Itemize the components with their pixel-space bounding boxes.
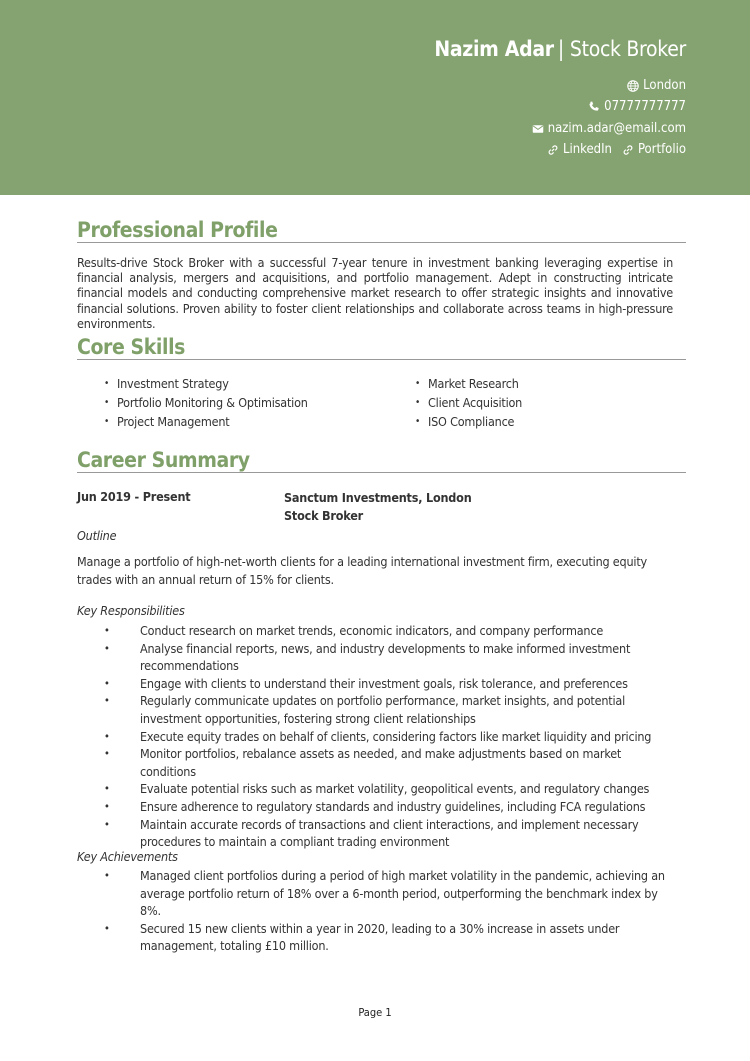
skill-item: • ISO Compliance	[415, 414, 515, 429]
section-title-skills: Core Skills	[77, 335, 686, 360]
skills-right-column	[415, 374, 522, 431]
job-role: Stock Broker	[284, 508, 364, 523]
page-number: Page 1	[358, 1006, 392, 1019]
globe-icon	[627, 80, 639, 92]
job-employer-block	[284, 489, 472, 525]
linkedin-text[interactable]: LinkedIn	[562, 142, 612, 157]
skill-item: • Portfolio Monitoring & Optimisation	[104, 395, 308, 410]
portfolio-link[interactable]	[622, 142, 686, 158]
bullet-icon: •	[104, 729, 110, 743]
link-icon	[622, 144, 634, 156]
bullet-icon: •	[104, 782, 110, 796]
list-item: • Engage with clients to understand their investment goals, risk tolerance, and preferences	[104, 675, 628, 691]
list-item: • Regularly communicate updates on portfolio performance, market insights, and potential investment opportunities, fostering strong client relationships	[104, 693, 626, 726]
section-title-profile: Professional Profile	[77, 218, 686, 243]
achievements-list	[104, 867, 674, 955]
section-title-career: Career Summary	[77, 448, 686, 473]
contact-email[interactable]	[532, 121, 686, 137]
list-item: • Managed client portfolios during a period of high market volatility in the pandemic, achieving an average portfolio return of 18% over a 6-month period, outperforming the benchmark index by 8%.	[104, 868, 665, 919]
bullet-icon: •	[104, 799, 110, 813]
skill-item: • Investment Strategy	[104, 376, 229, 391]
list-item: • Secured 15 new clients within a year in 2020, leading to a 30% increase in assets under management, totaling £10 million.	[104, 920, 620, 954]
employer-name: Sanctum Investments, London	[284, 490, 472, 505]
bullet-icon: •	[104, 378, 110, 389]
envelope-icon	[532, 123, 544, 135]
list-item: • Maintain accurate records of transactions and client interactions, and implement necessary procedures to maintain a compliant trading environment	[104, 816, 639, 850]
list-item: • Evaluate potential risks such as market volatility, geopolitical events, and regulatory changes	[104, 781, 650, 797]
bullet-icon: •	[415, 378, 421, 389]
achievements-label: Key Achievements	[77, 849, 178, 864]
portfolio-text[interactable]: Portfolio	[637, 142, 686, 157]
bullet-icon: •	[104, 747, 110, 761]
bullet-icon: •	[104, 817, 110, 831]
bullet-icon: •	[104, 676, 110, 690]
link-icon	[547, 144, 559, 156]
responsibilities-list	[104, 622, 674, 851]
bullet-icon: •	[104, 694, 110, 708]
contact-location	[627, 78, 686, 94]
candidate-name: Nazim Adar	[434, 37, 554, 61]
list-item: • Ensure adherence to regulatory standards and industry guidelines, including FCA regulations	[104, 798, 646, 814]
skill-item: • Project Management	[104, 414, 230, 429]
bullet-icon: •	[104, 416, 110, 427]
header-banner	[0, 0, 750, 195]
skill-item: • Client Acquisition	[415, 395, 523, 410]
name-title-line	[434, 36, 686, 62]
job-date-range: Jun 2019 - Present	[77, 489, 191, 504]
linkedin-link[interactable]	[547, 142, 612, 158]
list-item: • Monitor portfolios, rebalance assets as needed, and make adjustments based on market conditions	[104, 746, 622, 779]
responsibilities-label: Key Responsibilities	[77, 603, 185, 618]
skill-item: • Market Research	[415, 376, 519, 391]
bullet-icon: •	[104, 641, 110, 655]
bullet-icon: •	[104, 869, 110, 882]
skills-left-column	[104, 374, 308, 431]
list-item: • Conduct research on market trends, economic indicators, and company performance	[104, 623, 604, 638]
job-title: Stock Broker	[569, 37, 686, 61]
profile-summary: Results-drive Stock Broker with a successful 7-year tenure in investment banking leveraging expertise in financial analysis, mergers and acquisitions, and portfolio management. Adept in constructing intricate financial models and conducting comprehensive market research to offer strategic insights and innovative financial solutions. Proven ability to foster client relationships and collaborate across teams in high-pressure environments.	[77, 255, 673, 331]
list-item: • Analyse financial reports, news, and industry developments to make informed investment recommendations	[104, 640, 631, 674]
bullet-icon: •	[415, 397, 421, 408]
contact-links	[547, 142, 686, 158]
phone-text[interactable]: 07777777777	[604, 99, 686, 114]
bullet-icon: •	[104, 921, 110, 935]
location-text: London	[643, 78, 686, 93]
list-item: • Execute equity trades on behalf of clients, considering factors like market liquidity and pricing	[104, 728, 652, 744]
bullet-icon: •	[104, 624, 110, 637]
contact-phone[interactable]	[588, 99, 686, 115]
bullet-icon: •	[104, 397, 110, 408]
outline-label: Outline	[77, 528, 117, 543]
name-separator: |	[557, 37, 564, 61]
outline-text: Manage a portfolio of high-net-worth clients for a leading international investment firm, executing equity trades with an annual return of 15% for clients.	[77, 554, 647, 587]
bullet-icon: •	[415, 416, 421, 427]
email-text[interactable]: nazim.adar@email.com	[547, 121, 686, 136]
phone-icon	[588, 101, 600, 113]
